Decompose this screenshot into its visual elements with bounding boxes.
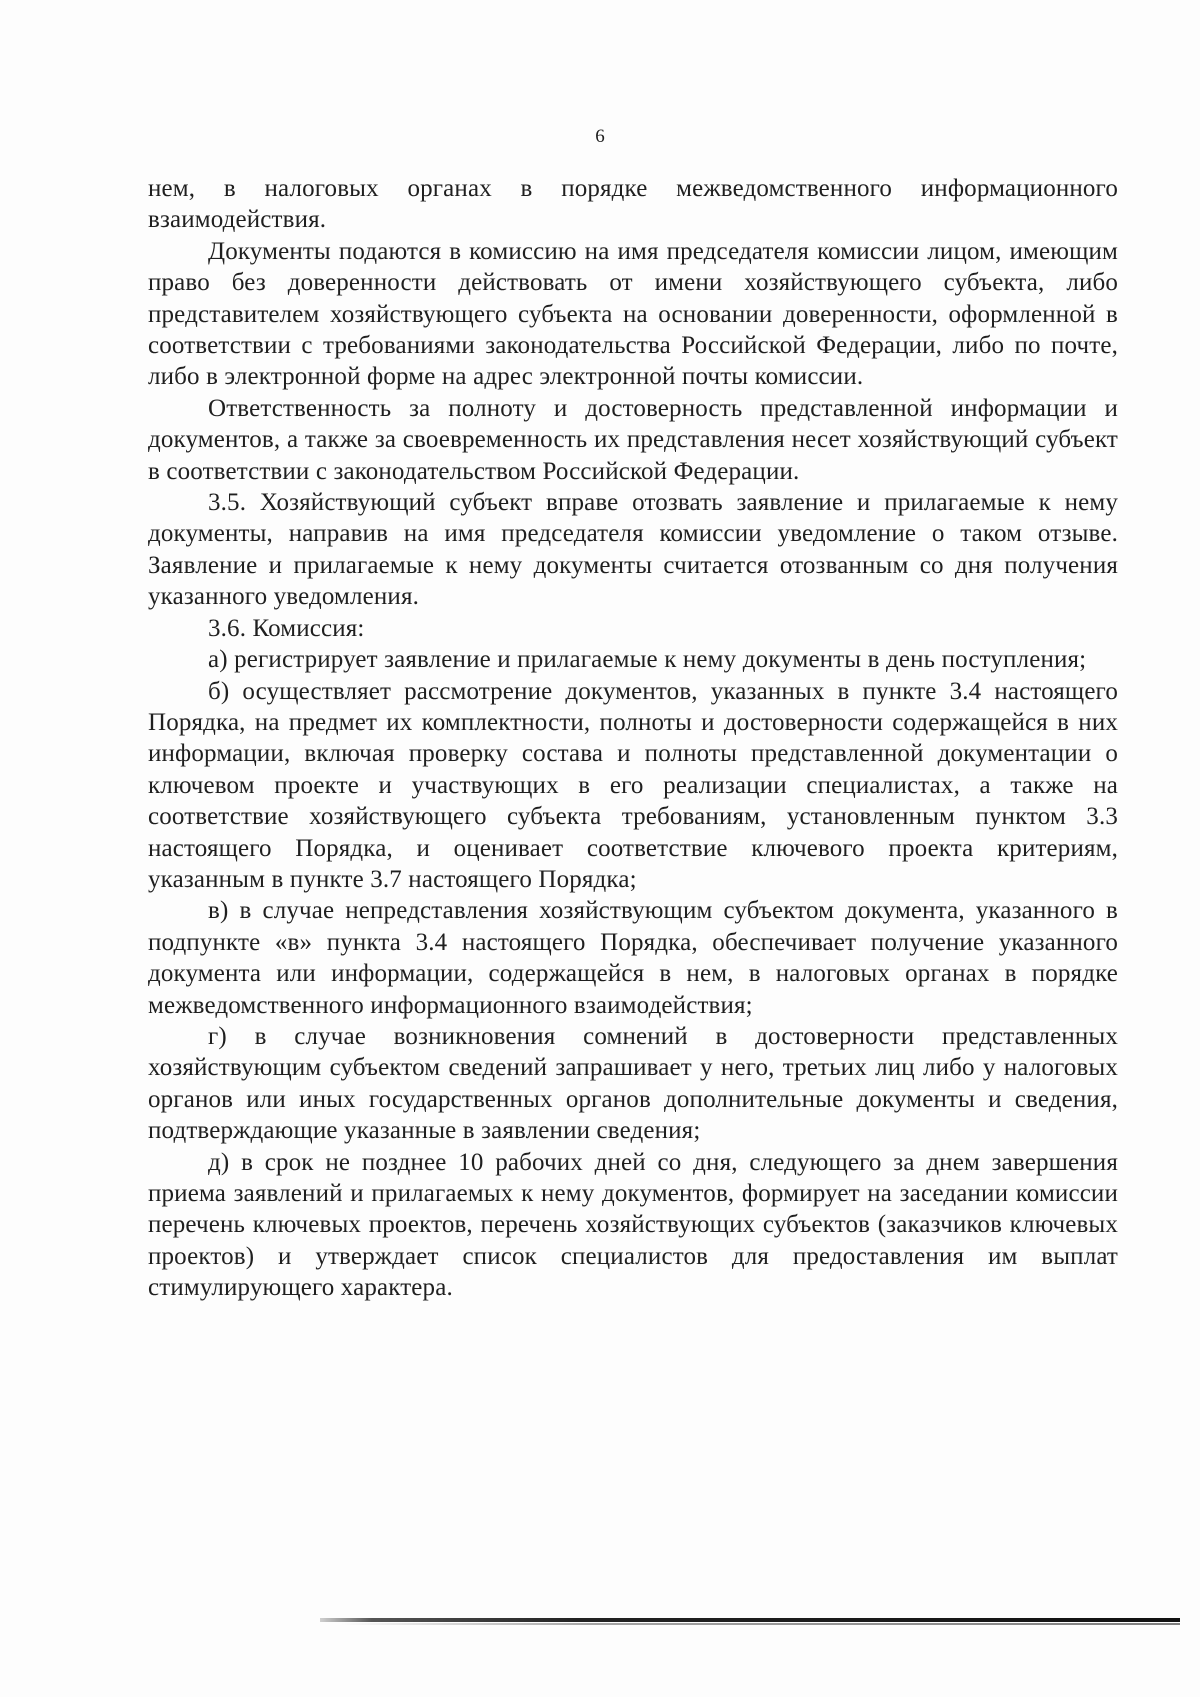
paragraph-3-6-a: а) регистрирует заявление и прилагаемые к нему документы в день поступления; (208, 646, 1087, 674)
paragraph-3-6-heading: 3.6. Комиссия: (208, 614, 365, 642)
scan-edge-rule (320, 1618, 1180, 1622)
scan-edge-shadow (340, 1623, 1180, 1625)
paragraph-continuation: нем, в налоговых органах в порядке межведомственного информационного взаимодействия. (148, 175, 1118, 234)
paragraph-3-6-b: б) осуществляет рассмотрение документов, указанных в пункте 3.4 настоящего Порядка, на предмет их комплектности, полноты и достоверности содержащейся в них информации, включая проверку состава и полноты представленной документации о ключевом проекте и участвующих в его реализации специалистах, а также на соответствие хозяйствующего субъекта требованиям, установленным пунктом 3.3 настоящего Порядка, и оценивает соответствие ключевого проекта критериям, указанным в пункте 3.7 настоящего Порядка; (148, 677, 1118, 893)
document-body (148, 173, 1118, 1304)
paragraph-3-5: 3.5. Хозяйствующий субъект вправе отозвать заявление и прилагаемые к нему документы, направив на имя председателя комиссии уведомление о таком отзыве. Заявление и прилагаемые к нему документы считается отозванным со дня получения указанного уведомления. (148, 489, 1118, 611)
paragraph-3-6-d: д) в срок не позднее 10 рабочих дней со дня, следующего за днем завершения приема заявлений и прилагаемых к нему документов, формирует на заседании комиссии перечень ключевых проектов, перечень хозяйствующих субъектов (заказчиков ключевых проектов) и утверждает список специалистов для предоставления им выплат стимулирующего характера. (148, 1148, 1118, 1302)
paragraph-responsibility: Ответственность за полноту и достоверность представленной информации и документов, а также за своевременность их представления несет хозяйствующий субъект в соответствии с законодательством Российской Федерации. (148, 394, 1118, 485)
page-number: 6 (595, 126, 605, 147)
paragraph-3-6-g: г) в случае возникновения сомнений в достоверности представленных хозяйствующим субъектом сведений запрашивает у него, третьих лиц либо у налоговых органов или иных государственных органов дополнительные документы и сведения, подтверждающие указанные в заявлении сведения; (148, 1022, 1118, 1145)
paragraph-3-6-v: в) в случае непредставления хозяйствующим субъектом документа, указанного в подпункте «в» пункта 3.4 настоящего Порядка, обеспечивает получение указанного документа или информации, содержащейся в нем, в налоговых органах в порядке межведомственного информационного взаимодействия; (148, 897, 1118, 1019)
paragraph-submission: Документы подаются в комиссию на имя председателя комиссии лицом, имеющим право без доверенности действовать от имени хозяйствующего субъекта, либо представителем хозяйствующего субъекта на основании доверенности, оформленной в соответствии с требованиями законодательства Российской Федерации, либо по почте, либо в электронной форме на адрес электронной почты комиссии. (148, 237, 1118, 391)
